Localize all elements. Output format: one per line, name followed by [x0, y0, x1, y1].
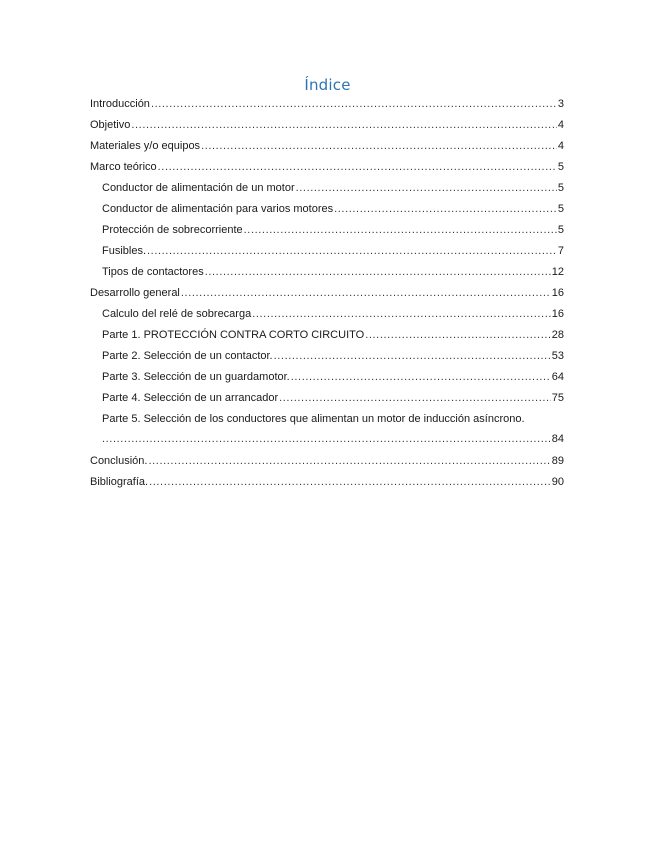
toc-entry-continuation	[102, 433, 564, 453]
dot-leader	[149, 476, 551, 489]
dot-leader	[279, 392, 551, 405]
toc-entry-label: Desarrollo general	[90, 287, 180, 299]
toc-entry-label: Conductor de alimentación de un motor	[102, 182, 295, 194]
toc-entry-page: 16	[551, 308, 564, 320]
toc-entry-conclusion[interactable]	[90, 453, 564, 474]
toc-entry-page: 3	[557, 98, 564, 110]
toc-entry-conductor-varios-motores[interactable]	[90, 201, 564, 222]
toc-entry-label: Objetivo	[90, 119, 131, 131]
dot-leader	[147, 245, 557, 258]
toc-entry-parte-5[interactable]	[90, 411, 564, 453]
toc-entry-fusibles[interactable]	[90, 243, 564, 264]
table-of-contents	[90, 96, 564, 495]
toc-entry-bibliografia[interactable]	[90, 474, 564, 495]
toc-entry-page: 53	[551, 350, 564, 362]
toc-entry-introduccion[interactable]	[90, 96, 564, 117]
dot-leader	[102, 433, 551, 446]
dot-leader	[131, 119, 557, 132]
dot-leader	[334, 203, 557, 216]
dot-leader	[151, 98, 557, 111]
dot-leader	[205, 266, 551, 279]
toc-entry-page: 5	[557, 224, 564, 236]
toc-entry-label: Conclusión.	[90, 455, 148, 467]
dot-leader	[244, 224, 557, 237]
toc-entry-page: 89	[551, 455, 564, 467]
toc-entry-label: Protección de sobrecorriente	[102, 224, 243, 236]
dot-leader	[148, 455, 550, 468]
toc-entry-label: Parte 5. Selección de los conductores que alimentan un motor de inducción asíncrono.	[102, 413, 525, 425]
toc-entry-page: 90	[551, 476, 564, 488]
toc-title: Índice	[304, 76, 351, 94]
toc-entry-objetivo[interactable]	[90, 117, 564, 138]
toc-entry-proteccion-sobrecorriente[interactable]	[90, 222, 564, 243]
toc-entry-conductor-motor[interactable]	[90, 180, 564, 201]
dot-leader	[158, 161, 557, 174]
toc-entry-marco-teorico[interactable]	[90, 159, 564, 180]
toc-entry-page: 4	[557, 140, 564, 152]
toc-entry-label: Parte 3. Selección de un guardamotor.	[102, 371, 290, 383]
dot-leader	[274, 350, 551, 363]
toc-entry-label: Parte 1. PROTECCIÓN CONTRA CORTO CIRCUITO	[102, 329, 365, 341]
toc-entry-label: Parte 2. Selección de un contactor.	[102, 350, 273, 362]
toc-entry-label: Materiales y/o equipos	[90, 140, 201, 152]
toc-entry-page: 12	[551, 266, 564, 278]
toc-entry-label: Marco teórico	[90, 161, 157, 173]
toc-entry-page: 5	[557, 182, 564, 194]
dot-leader	[365, 329, 551, 342]
toc-entry-label: Fusibles.	[102, 245, 147, 257]
dot-leader	[201, 140, 557, 153]
toc-entry-label: Tipos de contactores	[102, 266, 204, 278]
toc-entry-page: 64	[551, 371, 564, 383]
toc-entry-calculo-rele[interactable]	[90, 306, 564, 327]
dot-leader	[296, 182, 557, 195]
toc-entry-page: 7	[557, 245, 564, 257]
toc-entry-page: 84	[551, 433, 564, 445]
toc-entry-parte-4[interactable]	[90, 390, 564, 411]
toc-entry-label: Conductor de alimentación para varios motores	[102, 203, 334, 215]
toc-entry-parte-3[interactable]	[90, 369, 564, 390]
toc-entry-parte-2[interactable]	[90, 348, 564, 369]
dot-leader	[291, 371, 551, 384]
dot-leader	[252, 308, 551, 321]
toc-entry-label: Calculo del relé de sobrecarga	[102, 308, 252, 320]
toc-entry-page: 28	[551, 329, 564, 341]
toc-entry-page: 16	[551, 287, 564, 299]
toc-entry-label: Introducción	[90, 98, 150, 110]
toc-entry-label: Bibliografía.	[90, 476, 149, 488]
toc-entry-desarrollo-general[interactable]	[90, 285, 564, 306]
toc-entry-page: 4	[557, 119, 564, 131]
toc-entry-tipos-contactores[interactable]	[90, 264, 564, 285]
toc-entry-parte-1[interactable]	[90, 327, 564, 348]
dot-leader	[181, 287, 551, 300]
toc-entry-label: Parte 4. Selección de un arrancador	[102, 392, 279, 404]
toc-entry-materiales[interactable]	[90, 138, 564, 159]
toc-entry-page: 5	[557, 203, 564, 215]
toc-entry-page: 75	[551, 392, 564, 404]
toc-entry-page: 5	[557, 161, 564, 173]
